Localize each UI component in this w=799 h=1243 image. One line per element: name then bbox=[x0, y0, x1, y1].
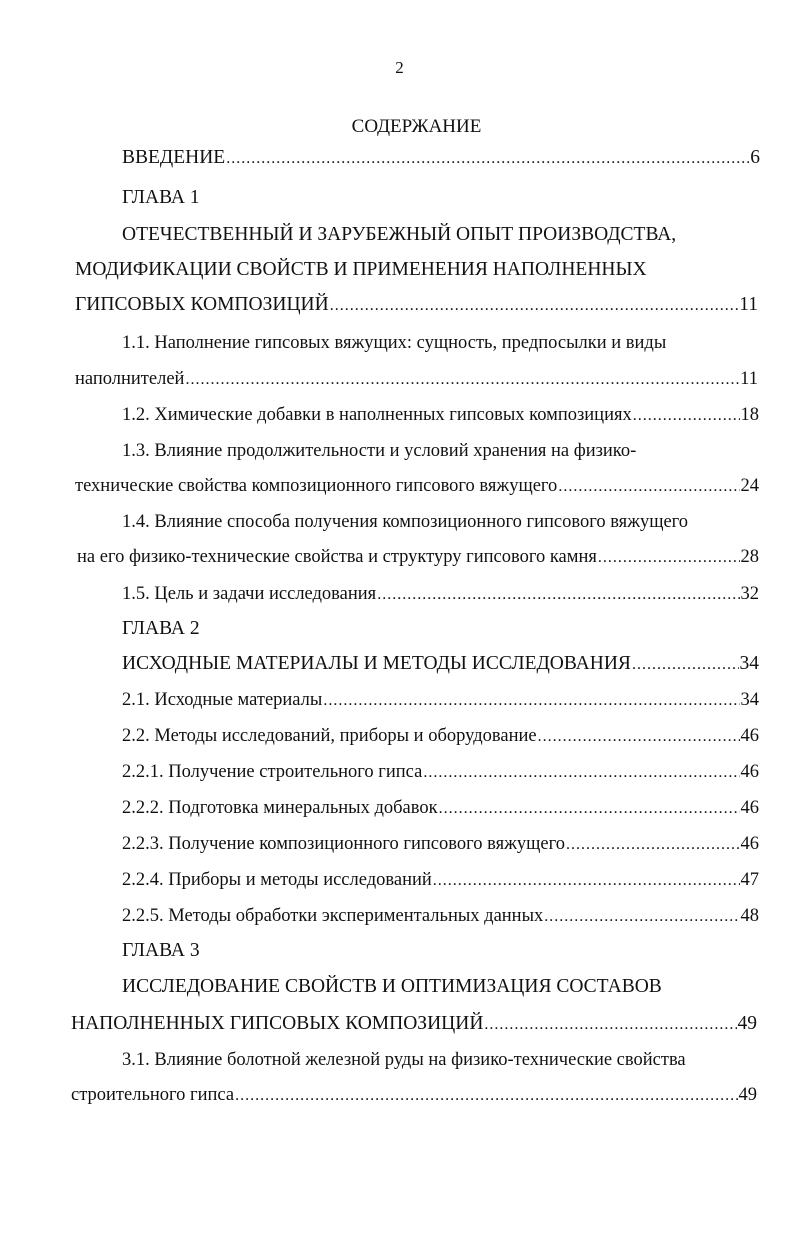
leader-dots bbox=[323, 689, 739, 713]
toc-entry-text: 2.2.4. Приборы и методы исследований bbox=[122, 870, 432, 890]
toc-entry-text: 2.2.1. Получение строительного гипса bbox=[122, 762, 423, 782]
toc-entry-1-1-line1: 1.1. Наполнение гипсовых вяжущих: сущность, предпосылки и виды bbox=[122, 333, 667, 353]
toc-entry-1-1[interactable] bbox=[75, 367, 758, 392]
toc-entry-1-4[interactable] bbox=[77, 545, 759, 570]
toc-entry-2-1[interactable] bbox=[122, 688, 759, 713]
toc-entry-2-2-2[interactable] bbox=[122, 796, 759, 821]
toc-entry-page: 11 bbox=[740, 369, 758, 389]
toc-entry-1-3-line1: 1.3. Влияние продолжительности и условий хранения на физико- bbox=[122, 441, 637, 461]
leader-dots bbox=[433, 869, 740, 893]
toc-entry-2-2-4[interactable] bbox=[122, 868, 759, 893]
toc-entry-intro[interactable] bbox=[122, 146, 760, 171]
toc-entry-2-2-3[interactable] bbox=[122, 832, 759, 857]
leader-dots bbox=[633, 404, 740, 428]
leader-dots bbox=[226, 147, 749, 171]
toc-entry-page: 18 bbox=[740, 405, 759, 425]
toc-entry-text: 2.2. Методы исследований, приборы и оборудование bbox=[122, 726, 537, 746]
toc-entry-text: ВВЕДЕНИЕ bbox=[122, 147, 226, 168]
toc-entry-page: 48 bbox=[740, 906, 759, 926]
toc-entry-page: 49 bbox=[738, 1085, 757, 1105]
chapter-3-label: ГЛАВА 3 bbox=[122, 940, 200, 961]
toc-entry-text: строительного гипса bbox=[71, 1085, 235, 1105]
toc-entry-page: 49 bbox=[737, 1013, 757, 1034]
toc-entry-3-1[interactable] bbox=[71, 1083, 757, 1108]
chapter-3-title-line1: ИССЛЕДОВАНИЕ СВОЙСТВ И ОПТИМИЗАЦИЯ СОСТАВОВ bbox=[122, 976, 662, 997]
page-number: 2 bbox=[395, 58, 404, 77]
leader-dots bbox=[484, 1013, 736, 1037]
toc-entry-1-3[interactable] bbox=[75, 474, 759, 499]
leader-dots bbox=[544, 905, 739, 929]
toc-entry-text: 1.5. Цель и задачи исследования bbox=[122, 584, 377, 604]
toc-entry-1-4-line1: 1.4. Влияние способа получения композиционного гипсового вяжущего bbox=[122, 512, 689, 532]
toc-entry-chapter-1[interactable] bbox=[75, 293, 758, 318]
toc-entry-text: 2.2.3. Получение композиционного гипсового вяжущего bbox=[122, 834, 565, 854]
toc-title: СОДЕРЖАНИЕ bbox=[351, 116, 482, 137]
toc-entry-text: 1.2. Химические добавки в наполненных гипсовых композициях bbox=[122, 405, 632, 425]
toc-entry-text: ИСХОДНЫЕ МАТЕРИАЛЫ И МЕТОДЫ ИССЛЕДОВАНИЯ bbox=[122, 653, 631, 674]
toc-entry-text: 2.2.2. Подготовка минеральных добавок bbox=[122, 798, 438, 818]
chapter-2-label: ГЛАВА 2 bbox=[122, 618, 200, 639]
toc-entry-page: 34 bbox=[739, 653, 759, 674]
toc-entry-text: ГИПСОВЫХ КОМПОЗИЦИЙ bbox=[75, 294, 329, 315]
toc-entry-1-5[interactable] bbox=[122, 582, 759, 607]
leader-dots bbox=[330, 294, 739, 318]
toc-entry-text: 2.1. Исходные материалы bbox=[122, 690, 323, 710]
leader-dots bbox=[566, 833, 740, 857]
toc-entry-1-2[interactable] bbox=[122, 403, 759, 428]
toc-entry-text: наполнителей bbox=[75, 369, 185, 389]
chapter-1-label: ГЛАВА 1 bbox=[122, 187, 200, 208]
toc-entry-page: 28 bbox=[740, 547, 759, 567]
leader-dots bbox=[377, 583, 739, 607]
toc-entry-text: 2.2.5. Методы обработки экспериментальных данных bbox=[122, 906, 544, 926]
toc-entry-page: 24 bbox=[740, 476, 759, 496]
toc-entry-page: 46 bbox=[740, 762, 759, 782]
toc-entry-page: 11 bbox=[739, 294, 758, 315]
toc-entry-page: 46 bbox=[740, 726, 759, 746]
toc-entry-page: 46 bbox=[740, 834, 759, 854]
toc-entry-text: технические свойства композиционного гипсового вяжущего bbox=[75, 476, 558, 496]
toc-entry-chapter-2[interactable] bbox=[122, 652, 759, 677]
chapter-1-title-line2: МОДИФИКАЦИИ СВОЙСТВ И ПРИМЕНЕНИЯ НАПОЛНЕННЫХ bbox=[75, 259, 647, 280]
leader-dots bbox=[423, 761, 739, 785]
toc-entry-chapter-3[interactable] bbox=[71, 1012, 757, 1037]
toc-entry-2-2-1[interactable] bbox=[122, 760, 759, 785]
toc-entry-text: на его физико-технические свойства и структуру гипсового камня bbox=[77, 547, 597, 567]
toc-entry-page: 46 bbox=[740, 798, 759, 818]
chapter-1-title-line1: ОТЕЧЕСТВЕННЫЙ И ЗАРУБЕЖНЫЙ ОПЫТ ПРОИЗВОДСТВА, bbox=[122, 224, 677, 245]
toc-entry-page: 32 bbox=[740, 584, 759, 604]
toc-entry-page: 6 bbox=[750, 147, 760, 168]
toc-entry-2-2-5[interactable] bbox=[122, 904, 759, 929]
leader-dots bbox=[558, 475, 739, 499]
toc-entry-text: НАПОЛНЕННЫХ ГИПСОВЫХ КОМПОЗИЦИЙ bbox=[71, 1013, 484, 1034]
leader-dots bbox=[235, 1084, 737, 1108]
toc-entry-page: 47 bbox=[740, 870, 759, 890]
leader-dots bbox=[439, 797, 740, 821]
toc-entry-page: 34 bbox=[740, 690, 759, 710]
leader-dots bbox=[538, 725, 740, 749]
toc-entry-2-2[interactable] bbox=[122, 724, 759, 749]
leader-dots bbox=[185, 368, 739, 392]
toc-entry-3-1-line1: 3.1. Влияние болотной железной руды на физико-технические свойства bbox=[122, 1050, 686, 1070]
leader-dots bbox=[632, 653, 739, 677]
leader-dots bbox=[598, 546, 740, 570]
